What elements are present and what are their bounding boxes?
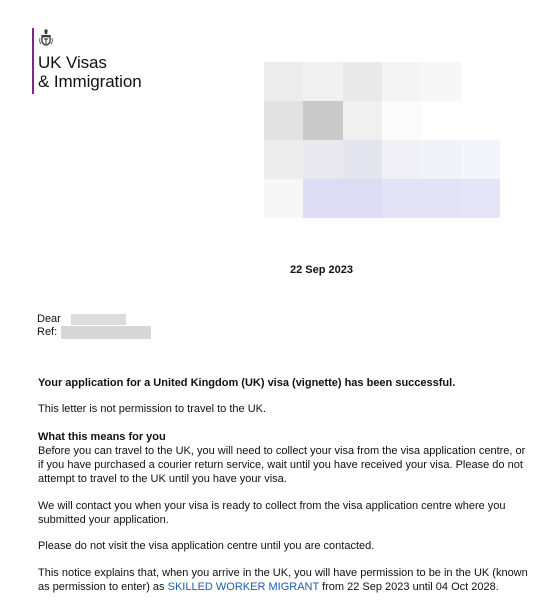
- section-what-this-means: [38, 430, 528, 486]
- redacted-reference: [61, 326, 151, 339]
- logo-text-line1: UK Visas: [38, 53, 107, 72]
- notice-text-before: This notice explains that, when you arrive in the UK, you will have permission to be in the UK (known as permission to enter) as: [38, 567, 528, 593]
- redacted-name: [71, 314, 126, 325]
- notice-text-after: from 22 Sep 2023 until 04 Oct 2028.: [319, 581, 499, 593]
- paragraph-do-not-visit: Please do not visit the visa application centre until you are contacted.: [38, 540, 375, 552]
- decision-headline: Your application for a United Kingdom (UK) visa (vignette) has been successful.: [38, 377, 456, 389]
- logo-text-line2: & Immigration: [38, 72, 142, 91]
- redacted-address-block: [264, 62, 500, 218]
- section-heading: What this means for you: [38, 431, 166, 443]
- royal-crest-icon: [38, 28, 54, 50]
- logo-accent-bar: [32, 28, 34, 94]
- letter-date: 22 Sep 2023: [290, 264, 353, 276]
- paragraph-contact: We will contact you when your visa is ready to collect from the visa application centre where you submitted your application.: [38, 500, 506, 526]
- salutation-block: [37, 313, 151, 339]
- section-text: Before you can travel to the UK, you will need to collect your visa from the visa application centre, or if you have purchased a courier return service, wait until you have received your visa. Please do not attempt to travel to the UK until you have your visa.: [38, 445, 526, 485]
- paragraph-not-permission: This letter is not permission to travel to the UK.: [38, 403, 267, 415]
- ref-label: Ref:: [37, 326, 58, 338]
- dear-label: Dear: [37, 313, 61, 325]
- paragraph-permission-notice: [38, 566, 528, 594]
- visa-type-highlight: SKILLED WORKER MIGRANT: [167, 581, 320, 593]
- uk-visas-logo: [32, 28, 142, 94]
